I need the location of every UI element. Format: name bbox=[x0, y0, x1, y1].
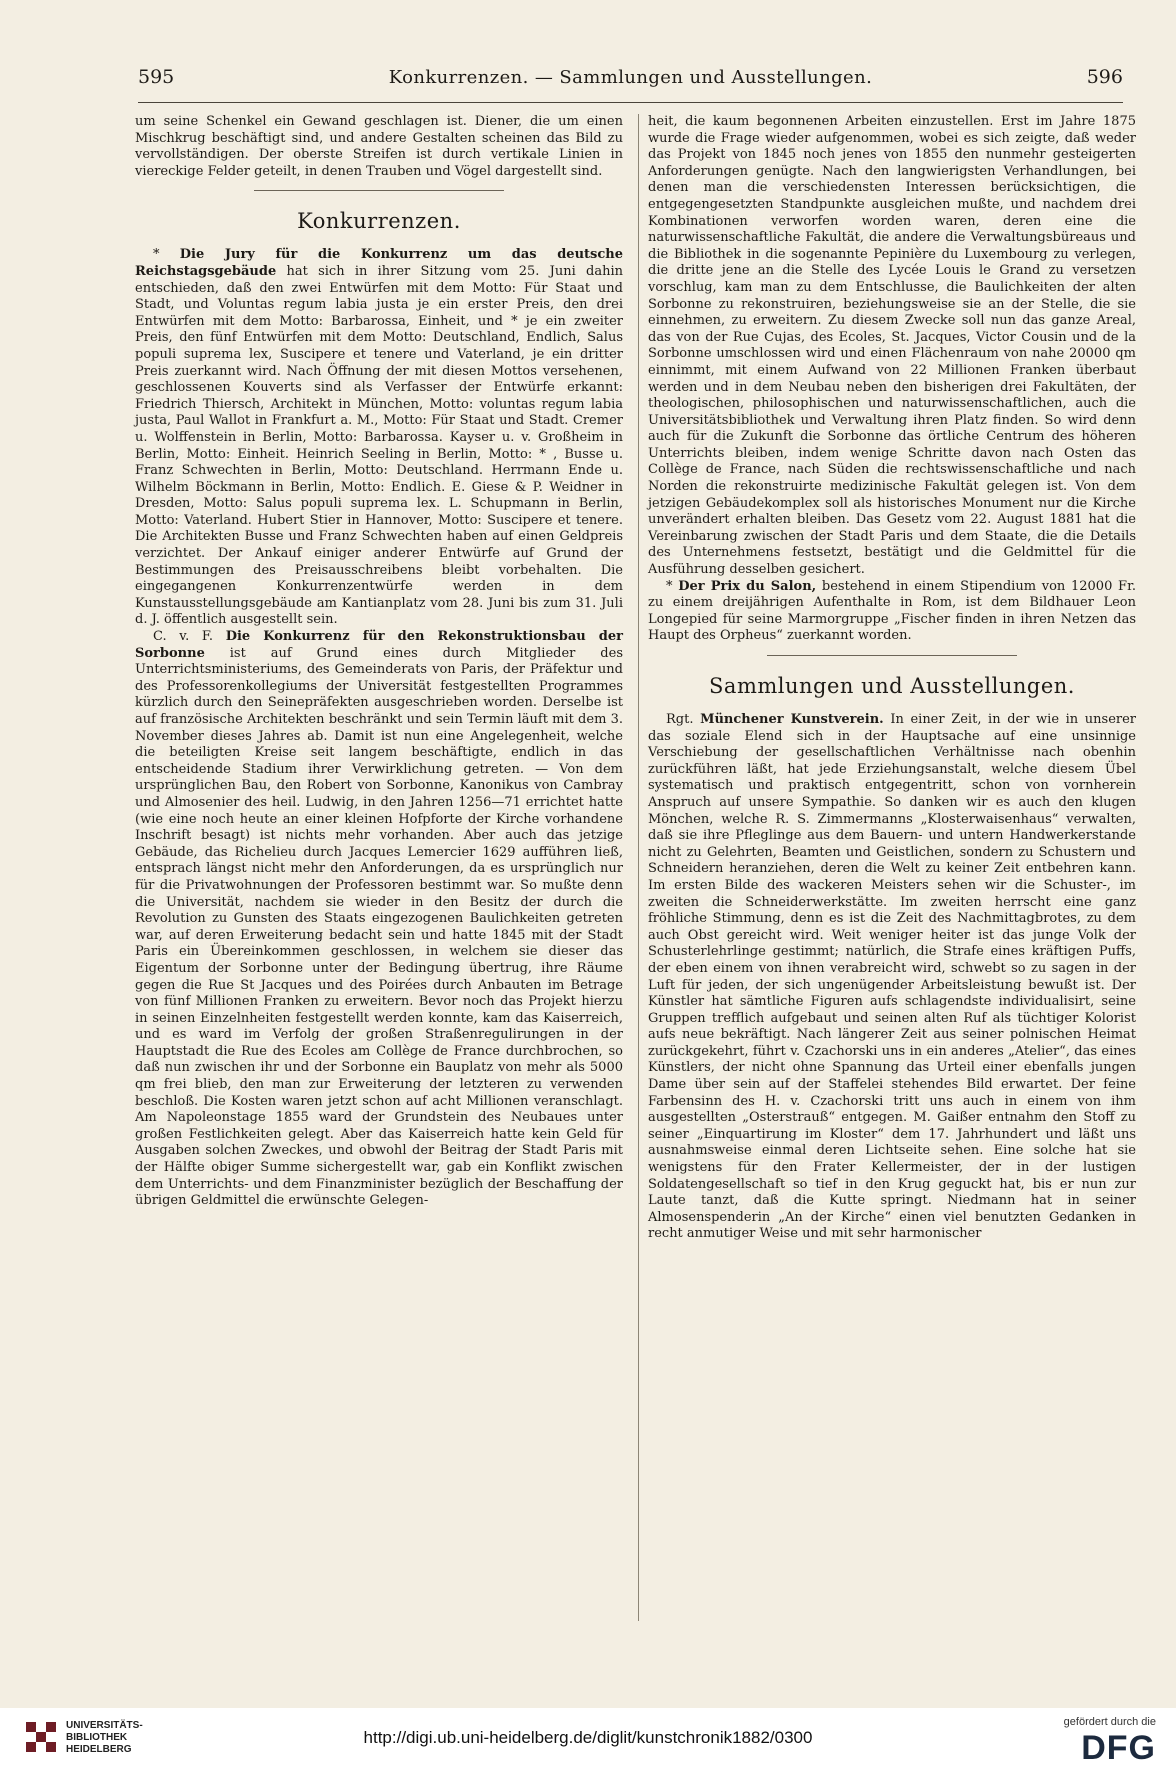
asterism-marker: * bbox=[666, 578, 673, 594]
article-title-reichstag: Die Jury für die Konkurrenz um das deutsche Reichstagsgebäude bbox=[135, 247, 623, 279]
article-reichstag bbox=[135, 247, 623, 629]
article-text-reichstag: hat sich in ihrer Sitzung vom 25. Juni dahin entschieden, daß den zwei Entwürfen mit dem Motto: Für Staat und Stadt, und Voluntas regum labia justa je ein erster Preis, den drei Entwürfen mit dem Motto: Barbarossa, Einheit, und * je ein zweiter Preis, den fünf Entwürfen mit dem Motto: Deutschland, Endlich, Salus populi suprema lex, Suscipere et tenere und Vaterland, je ein dritter Preis zuerkannt wird. Nach Öffnung der mit diesen Mottos versehenen, geschlossenen Kouverts sind als Verfasser der Entwürfe erkannt: Friedrich Thiersch, Architekt in München, Motto: voluntas regum labia justa, Paul Wallot in Frankfurt a. M., Motto: Für Staat und Stadt. Cremer u. Wolffenstein in Berlin, Motto: Barbarossa. Kayser u. v. Großheim in Berlin, Motto: Einheit. Heinrich Seeling in Berlin, Motto: * , Busse u. Franz Schwechten in Berlin, Motto: Deutschland. Herrmann Ende u. Wilhelm Böckmann in Berlin, Motto: Endlich. E. Giese & P. Weidner in Dresden, Motto: Salus populi suprema lex. L. Schupmann in Berlin, Motto: Vaterland. Hubert Stier in Hannover, Motto: Suscipere et tenere. Die Architekten Busse und Franz Schwechten haben auf einen Geldpreis verzichtet. Der Ankauf einiger anderer Entwürfe auf Grund der Bestimmungen des Preisausschreibens bleibt vorbehalten. Die eingegangenen Konkurrenzentwürfe werden in dem Kunstausstellungsgebäude am Kantianplatz vom 28. Juni bis zum 31. Juli d. J. öffentlich ausgestellt sein. bbox=[135, 263, 623, 628]
article-sorbonne bbox=[135, 629, 623, 1210]
page-number-right: 596 bbox=[1086, 66, 1123, 88]
article-title-prix-du-salon: Der Prix du Salon, bbox=[678, 578, 817, 594]
section-rule bbox=[254, 190, 504, 191]
section-rule bbox=[767, 655, 1017, 656]
header-rule bbox=[138, 102, 1123, 103]
asterism-marker: * bbox=[153, 247, 160, 263]
author-initials: C. v. F. bbox=[153, 629, 214, 645]
dfg-logo: DFG bbox=[1081, 1729, 1156, 1767]
article-title-kunstverein: Münchener Kunstverein. bbox=[700, 712, 884, 727]
article-text-kunstverein: In einer Zeit, in der wie in unserer das soziale Elend sich in der Hauptsache auf eine unsinnige Verschiebung der gesellschaftlichen Verhältnisse nach obenhin zurückführen läßt, hat jede Erziehungsanstalt, welche diesem Übel systematisch und praktisch entgegentritt, schon von vornherein Anspruch auf unsere Sympathie. So danken wir es auch den klugen Mönchen, welche R. S. Zimmermanns „Klosterwaisenhaus“ verwalten, daß sie ihre Pfleglinge aus dem Bauern- und untern Handwerkerstande nicht zu Gelehrten, Beamten und Geistlichen, sondern zu Schustern und Schneidern heranziehen, deren die Welt zu keiner Zeit entbehren kann. Im ersten Bilde des wackeren Meisters sehen wir die Schuster-, im zweiten die Schneiderwerkstätte. Im zweiten herrscht eine ganz fröhliche Stimmung, denn es ist die Zeit des Nachmittagbrotes, zu dem auch Obst gereicht wird. Weit weniger heiter ist das junge Volk der Schusterlehrlinge gestimmt; natürlich, die Strafe eines kräftigen Puffs, der eben einem von ihnen verabreicht wird, schwebt so zu sagen in der Luft für jeden, der sich ungenügender Arbeitsleistung bewußt ist. Der Künstler hat sämtliche Figuren aufs schlagendste individualisirt, seine Gruppen trefflich aufgebaut und seinen alten Ruf als tüchtiger Kolorist aufs neue bekräftigt. Nach längerer Zeit aus seiner polnischen Heimat zurückgekehrt, führt v. Czachorski uns in ein anderes „Atelier“, das eines Künstlers, der nicht ohne Spannung das Urteil einer ebenfalls jungen Dame über sein auf der Staffelei stehendes Bild erwartet. Der feine Farbensinn des H. v. Czachorski tritt uns auch in einem von ihm ausgestellten „Osterstrauß“ entgegen. M. Gaißer entnahm den Stoff zu seiner „Einquartirung im Kloster“ dem 17. Jahrhundert und läßt uns ausnahmsweise einmal deren Lichtseite sehen. Eine solche hat sie wenigstens für den Frater Kellermeister, der in der lustigen Soldatengesellschaft so tief in den Krug geguckt hat, bis er nun zur Laute tanzt, daß die Kutte springt. Niedmann hat in seiner Almosenspenderin „An der Kirche“ einen viel benutzten Gedanken in recht anmutiger Weise und mit sehr harmonischer bbox=[648, 712, 1137, 1242]
page-number-left: 595 bbox=[138, 66, 175, 88]
article-title-sorbonne: Die Konkurrenz für den Rekonstruktionsbau der Sorbonne bbox=[135, 629, 623, 661]
left-column bbox=[135, 114, 623, 1210]
source-url[interactable]: http://digi.ub.uni-heidelberg.de/diglit/kunstchronik1882/0300 bbox=[363, 1728, 813, 1747]
article-prix-du-salon bbox=[648, 579, 1136, 645]
running-title: Konkurrenzen. — Sammlungen und Ausstellungen. bbox=[388, 67, 873, 88]
article-text-sorbonne: ist auf Grund eines durch Mitglieder des Unterrichtsministeriums, des Gemeinderats von Paris, der Präfektur und des Professorenkollegiums der Universität festgestellten Programmes kürzlich durch den Seinepräfekten ausgeschrieben worden. Derselbe ist auf französische Architekten beschränkt und sein Termin läuft mit dem 3. November dieses Jahres ab. Damit ist nun eine Angelegenheit, welche die beteiligten Kreise seit langem beschäftigte, endlich in das entscheidende Stadium ihrer Verwirklichung getreten. — Von dem ursprünglichen Bau, den Robert von Sorbonne, Kanonikus von Cambray und Almosenier des heil. Ludwig, in den Jahren 1256—71 errichtet hatte (wie eine noch heute an einer kleinen Hofpforte der Kirche vorhandene Inschrift besagt) ist nichts mehr vorhanden. Aber auch das jetzige Gebäude, das Richelieu durch Jacques Lemercier 1629 aufführen ließ, entsprach längst nicht mehr den Anforderungen, da es ursprünglich nur für die Privatwohnungen der Professoren bestimmt war. So mußte denn die Universität, nachdem sie wieder in den Besitz der durch die Revolution zu Gunsten des Staats eingezogenen Baulichkeiten getreten war, auf deren Erweiterung bedacht sein und hatte 1845 mit der Stadt Paris ein Übereinkommen geschlossen, in welchem sie dieser das Eigentum der Sorbonne unter der Bedingung übertrug, ihre Räume gegen die Rue St Jacques und des Poirées durch Anbauten im Betrage von fünf Millionen Franken zu erweitern. Bevor noch das Projekt hierzu in seinen Einzelnheiten festgestellt werden konnte, kam das Kaiserreich, und es ward im Verfolg der großen Straßenregulirungen in der Hauptstadt die Rue des Ecoles am Collège de France durchbrochen, so daß nun zwischen ihr und der Sorbonne ein Bauplatz von mehr als 5000 qm frei blieb, den man zur Erweiterung der letzteren zu verwenden beschloß. Die Kosten waren jetzt schon auf acht Millionen veranschlagt. Am Napoleonstage 1855 ward der Grundstein des Neubaues unter großen Festlichkeiten gelegt. Aber das Kaiserreich hatte kein Geld für Ausgaben solchen Zweckes, und obwohl der Beitrag der Stadt Paris mit der Hälfte obiger Summe sichergestellt war, gab ein Konflikt zwischen dem Unterrichts- und dem Finanzminister bezüglich der Beschaffung der übrigen Geldmittel die erwünschte Gelegen- bbox=[135, 645, 623, 1209]
column-divider bbox=[638, 114, 639, 1621]
intro-paragraph: um seine Schenkel ein Gewand geschlagen ist. Diener, die um einen Mischkrug beschäftigt sind, und andere Gestalten scheinen das Bild zu vervollständigen. Der oberste Streifen ist durch vertikale Linien in viereckige Felder geteilt, in denen Trauben und Vögel dargestellt sind. bbox=[135, 114, 623, 179]
author-initials: Rgt. bbox=[666, 712, 694, 727]
institution-line: BIBLIOTHEK bbox=[66, 1732, 128, 1743]
institution-line: HEIDELBERG bbox=[66, 1744, 132, 1755]
right-column bbox=[648, 114, 1136, 1243]
institution-line: UNIVERSITÄTS- bbox=[66, 1720, 143, 1731]
funded-by-label: gefördert durch die bbox=[1063, 1716, 1156, 1728]
section-title-konkurrenzen: Konkurrenzen. bbox=[297, 209, 461, 234]
article-kunstverein bbox=[648, 712, 1136, 1243]
section-title-sammlungen: Sammlungen und Ausstellungen. bbox=[709, 674, 1075, 698]
article-text-prix-du-salon: bestehend in einem Stipendium von 12000 Fr. zu einem dreijährigen Aufenthalte in Rom, ist dem Bildhauer Leon Longepied für seine Marmorgruppe „Fischer finden in ihren Netzen das Haupt des Orpheus“ zuerkannt worden. bbox=[648, 578, 1136, 644]
digitization-footer bbox=[0, 1708, 1176, 1769]
running-head bbox=[138, 66, 1123, 88]
sorbonne-continuation: heit, die kaum begonnenen Arbeiten einzustellen. Erst im Jahre 1875 wurde die Frage wieder aufgenommen, wobei es sich zeigte, daß weder das Projekt von 1845 noch jenes von 1855 den nunmehr gesteigerten Anforderungen genügte. Nach den langwierigsten Verhandlungen, bei denen man die verschiedensten Interessen berücksichtigen, die entgegengesetzten Standpunkte ausgleichen mußte, und nachdem drei Kombinationen verworfen worden waren, deren eine die naturwissenschaftliche Fakultät, die andere die Verwaltungsbüreaus und die Bibliothek in die sogenannte Pepinière du Luxembourg zu verlegen, die dritte jene an die Stelle des Lycée Louis le Grand zu versetzen vorschlug, kam man zu dem Entschlusse, die Baulichkeiten der alten Sorbonne zu rekonstruiren, beziehungsweise sie an der Stelle, die sie einnehmen, zu erweitern. Zu diesem Zwecke soll nun das ganze Areal, das von der Rue Cujas, des Ecoles, St. Jacques, Victor Cousin und de la Sorbonne umschlossen wird und einen Flächenraum von nahe 20000 qm einnimmt, mit einem Aufwand von 22 Millionen Franken überbaut werden und in dem Neubau neben den bisherigen drei Fakultäten, der theologischen, philosophischen und naturwissenschaftlichen, auch die Universitätsbibliothek und Verwaltung ihren Platz finden. So wird denn auch für die Zukunft die Sorbonne das örtliche Centrum des höheren Unterrichts bleiben, indem wenige Schritte davon nach Osten das Collège de France, nach Süden die rechtswissenschaftliche und nach Norden die rekonstruirte medizinische Fakultät gelegen ist. Von dem jetzigen Gebäudekomplex soll als historisches Monument nur die Kirche unverändert erhalten bleiben. Das Gesetz vom 22. August 1881 hat die Vereinbarung zwischen der Stadt Paris und dem Staate, die die Details des Unternehmens festsetzt, bestätigt und die Geldmittel für die Ausführung desselben gesichert. bbox=[648, 114, 1136, 578]
